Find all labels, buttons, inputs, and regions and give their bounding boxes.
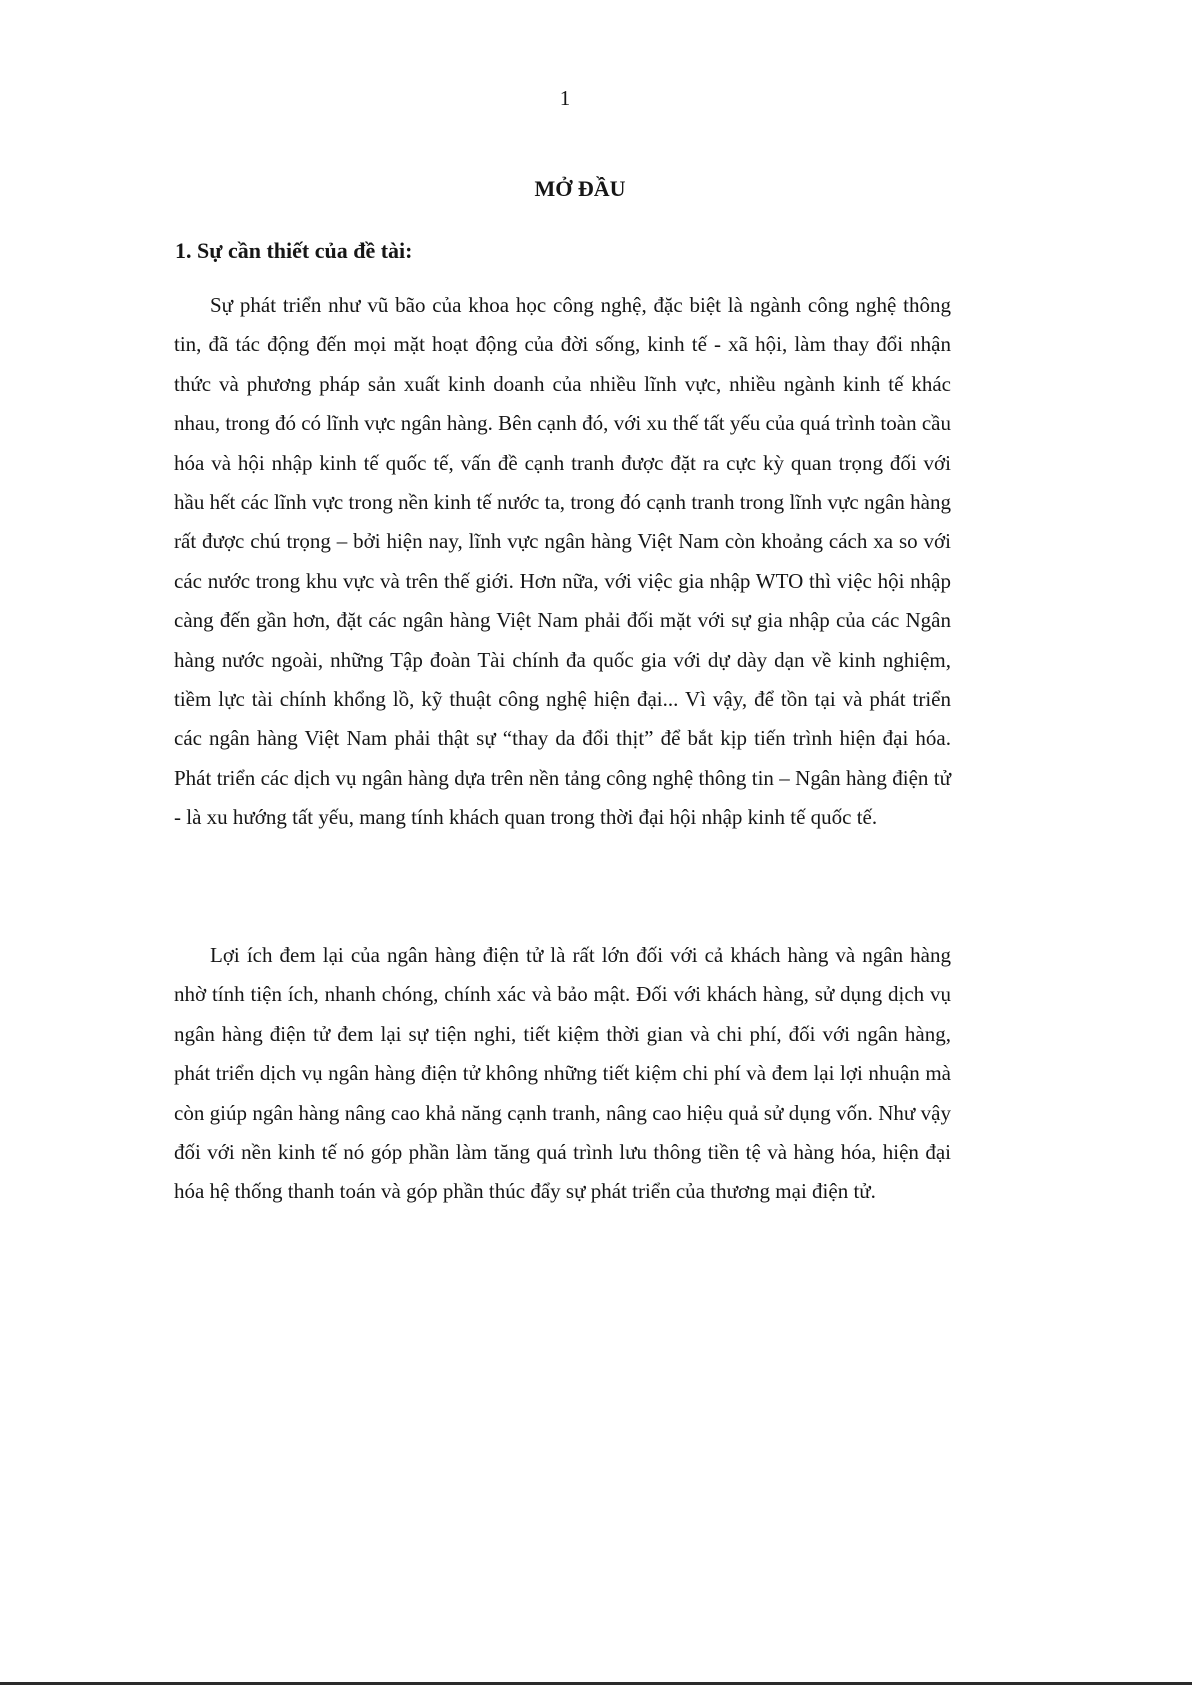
body-paragraph: Sự phát triển như vũ bão của khoa học công nghệ, đặc biệt là ngành công nghệ thông tin, đã tác động đến mọi mặt hoạt động của đời sống, kinh tế - xã hội, làm thay đổi nhận thức và phương pháp sản xuất kinh doanh của nhiều lĩnh vực, nhiều ngành kinh tế khác nhau, trong đó có lĩnh vực ngân hàng. Bên cạnh đó, với xu thế tất yếu của quá trình toàn cầu hóa và hội nhập kinh tế quốc tế, vấn đề cạnh tranh được đặt ra cực kỳ quan trọng đối với hầu hết các lĩnh vực trong nền kinh tế nước ta, trong đó cạnh tranh trong lĩnh vực ngân hàng rất được chú trọng – bởi hiện nay, lĩnh vực ngân hàng Việt Nam còn khoảng cách xa so với các nước trong khu vực và trên thế giới. Hơn nữa, với việc gia nhập WTO thì việc hội nhập càng đến gần hơn, đặt các ngân hàng Việt Nam phải đối mặt với sự gia nhập của các Ngân hàng nước ngoài, những Tập đoàn Tài chính đa quốc gia với dự dày dạn về kinh nghiệm, tiềm lực tài chính khổng lồ, kỹ thuật công nghệ hiện đại... Vì vậy, để tồn tại và phát triển các ngân hàng Việt Nam phải thật sự “thay da đổi thịt” để bắt kịp tiến trình hiện đại hóa. Phát triển các dịch vụ ngân hàng dựa trên nền tảng công nghệ thông tin – Ngân hàng điện tử - là xu hướng tất yếu, mang tính khách quan trong thời đại hội nhập kinh tế quốc tế. [174,293,951,830]
page-number: 1 [559,86,571,110]
body-paragraph: Lợi ích đem lại của ngân hàng điện tử là rất lớn đối với cả khách hàng và ngân hàng nhờ tính tiện ích, nhanh chóng, chính xác và bảo mật. Đối với khách hàng, sử dụng dịch vụ ngân hàng điện tử đem lại sự tiện nghi, tiết kiệm thời gian và chi phí, đối với ngân hàng, phát triển dịch vụ ngân hàng điện tử không những tiết kiệm chi phí và đem lại lợi nhuận mà còn giúp ngân hàng nâng cao khả năng cạnh tranh, nâng cao hiệu quả sử dụng vốn. Như vậy đối với nền kinh tế nó góp phần làm tăng quá trình lưu thông tiền tệ và hàng hóa, hiện đại hóa hệ thống thanh toán và góp phần thúc đẩy sự phát triển của thương mại điện tử. [174,943,951,1204]
section-title: 1. Sự cần thiết của đề tài: [175,238,413,263]
page-heading: MỞ ĐẦU [534,176,626,201]
